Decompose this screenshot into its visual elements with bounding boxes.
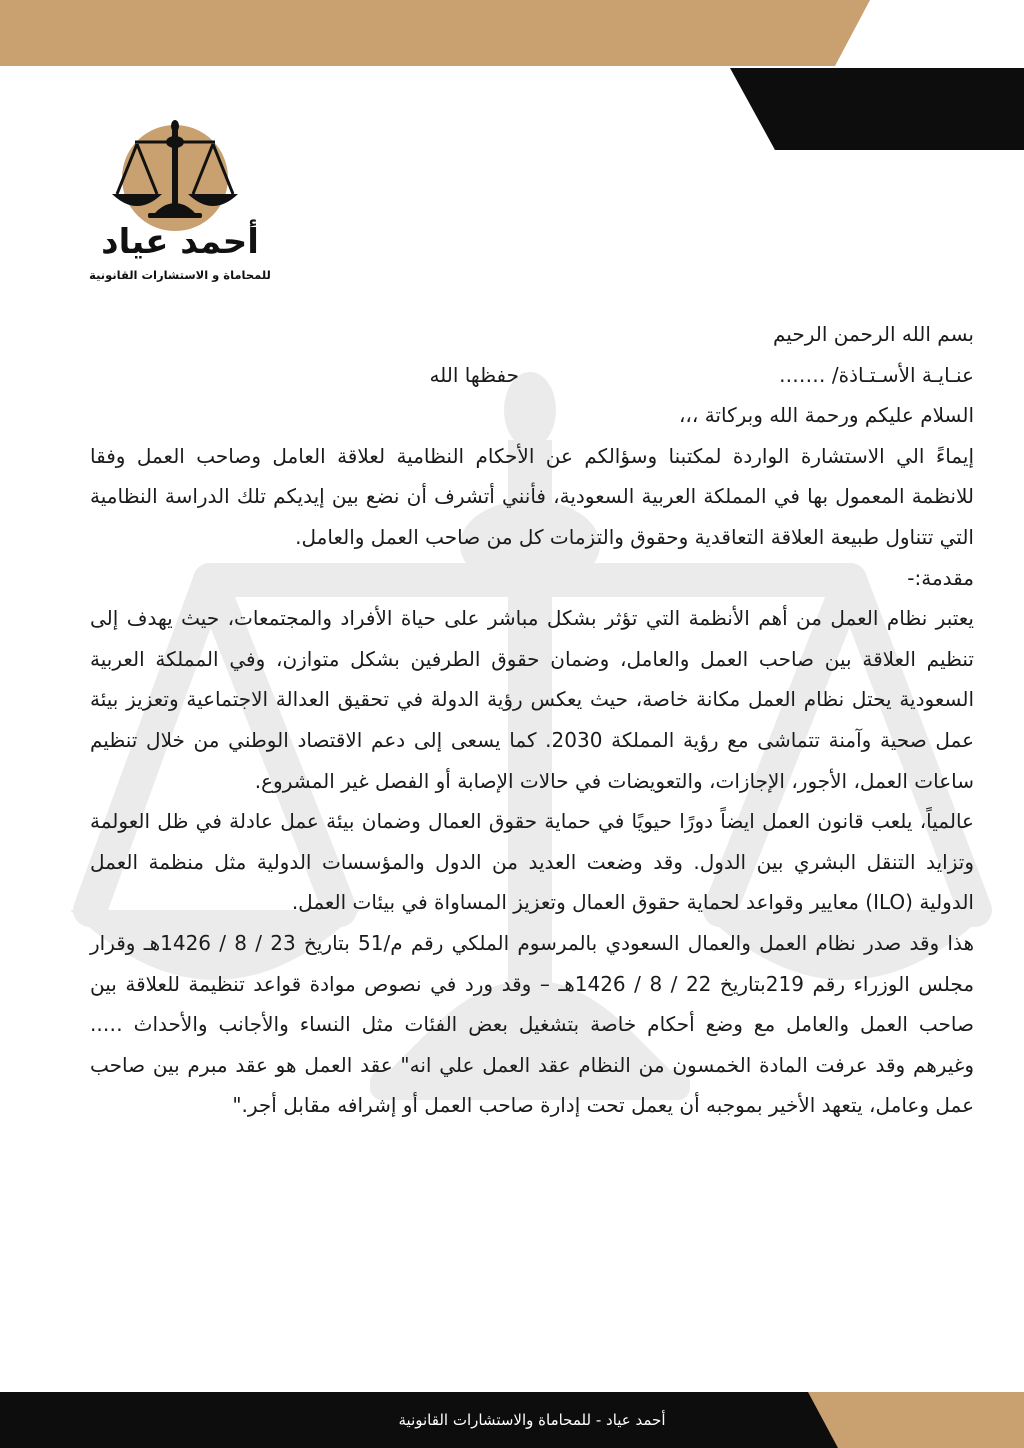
greeting: السلام عليكم ورحمة الله وبركاتة ،،، <box>678 403 974 428</box>
paragraph-intro: يعتبر نظام العمل من أهم الأنظمة التي تؤثر بشكل مباشر على حياة الأفراد والمجتمعات، حيث يهدف إلى تنظيم العلاقة بين صاحب العمل والعامل، وضمان حقوق الطرفين بشكل متوازن، وفي المملكة العربية السعودية يحتل نظام العمل مكانة خاصة، حيث يعكس رؤية الدولة في تحقيق العدالة الاجتماعية وتعزيز بيئة عمل صحية وآمنة تتماشى مع رؤية المملكة 2030. كما يسعى إلى دعم الاقتصاد الوطني من خلال تنظيم ساعات العمل، الأجور، الإجازات، والتعويضات في حالات الإصابة أو الفصل غير المشروع. <box>90 606 974 793</box>
addressee-suffix: حفظها الله <box>429 362 519 387</box>
addressee-line <box>90 355 974 396</box>
footer-text: أحمد عياد - للمحاماة والاستشارات القانونية <box>398 1411 666 1429</box>
paragraph-consultation: إيماءً الي الاستشارة الواردة لمكتبنا وسؤالكم عن الأحكام النظامية لعلاقة العامل وصاحب العمل وفقا للانظمة المعمول بها في المملكة العربية السعودية، فأنني أتشرف أن نضع بين إيديكم تلك الدراسة النظامية التي تتناول طبيعة العلاقة التعاقدية وحقوق والتزمات كل من صاحب العمل والعامل. <box>90 443 974 549</box>
addressee: عنـايـة الأسـتـاذة/ ……. <box>779 362 974 387</box>
paragraph-saudi-law: هذا وقد صدر نظام العمل والعمال السعودي بالمرسوم الملكي رقم م/51 بتاريخ 23 / 8 / 1426هـ وقرار مجلس الوزراء رقم 219بتاريخ 22 / 8 / 1426هـ – وقد ورد في نصوص موادة قواعد تنظيمة للعلاقة بين صاحب العمل والعامل مع وضع أحكام خاصة بتشغيل بعض الفئات مثل النساء والأجانب والأحداث ….. وغيرهم وقد عرفت المادة الخمسون من النظام عقد العمل علي انه" عقد العمل هو عقد مبرم بين صاحب عمل وعامل، يتعهد الأخير بموجبه أن يعمل تحت إدارة صاحب العمل أو إشرافه مقابل أجر." <box>90 930 975 1118</box>
basmala: بسم الله الرحمن الرحيم <box>772 322 974 346</box>
brand-name: أحمد عياد <box>101 222 259 262</box>
intro-heading: مقدمة:- <box>907 565 974 590</box>
brand-subtitle: للمحاماة و الاستشارات القانونية <box>89 268 271 282</box>
paragraph-global: عالمياً، يلعب قانون العمل ايضاً دورًا حيويًا في حماية حقوق العمال وضمان بيئة عمل عادلة في ظل العولمة وتزايد التنقل البشري بين الدول. وقد وضعت العديد من الدول والمؤسسات الدولية مثل منظمة العمل الدولية (ILO) معايير وقواعد لحماية حقوق العمال وتعزيز المساواة في بيئات العمل. <box>90 809 974 915</box>
letter-body <box>90 314 974 1126</box>
